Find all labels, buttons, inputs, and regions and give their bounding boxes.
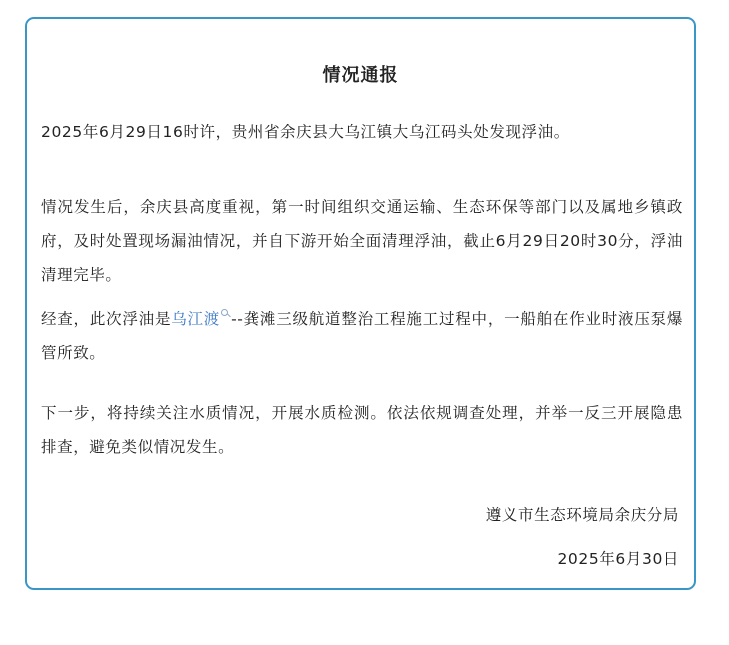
paragraph-next-steps: 下一步，将持续关注水质情况，开展水质检测。依法依规调查处理，并举一反三开展隐患排查，避免类似情况发生。 bbox=[41, 404, 683, 456]
paragraph-response: 情况发生后，余庆县高度重视，第一时间组织交通运输、生态环保等部门以及属地乡镇政府，及时处置现场漏油情况，并自下游开始全面清理浮油，截止6月29日20时30分，浮油清理完毕。 bbox=[41, 198, 683, 284]
cause-text-before: 经查，此次浮油是 bbox=[41, 310, 172, 328]
notice-card bbox=[25, 17, 696, 590]
cause-text-after: --龚滩三级航道整治工程施工过程中，一船舶在作业时液压泵爆管所致。 bbox=[41, 310, 683, 362]
paragraph-discovery: 2025年6月29日16时许，贵州省余庆县大乌江镇大乌江码头处发现浮油。 bbox=[41, 123, 570, 141]
signature-date: 2025年6月30日 bbox=[557, 550, 679, 568]
search-icon[interactable] bbox=[221, 309, 228, 316]
notice-title: 情况通报 bbox=[322, 65, 399, 86]
wujiangdu-keyword-link[interactable]: 乌江渡 bbox=[171, 310, 221, 328]
paragraph-cause bbox=[41, 302, 683, 370]
signature-organization: 遵义市生态环境局余庆分局 bbox=[485, 506, 679, 524]
